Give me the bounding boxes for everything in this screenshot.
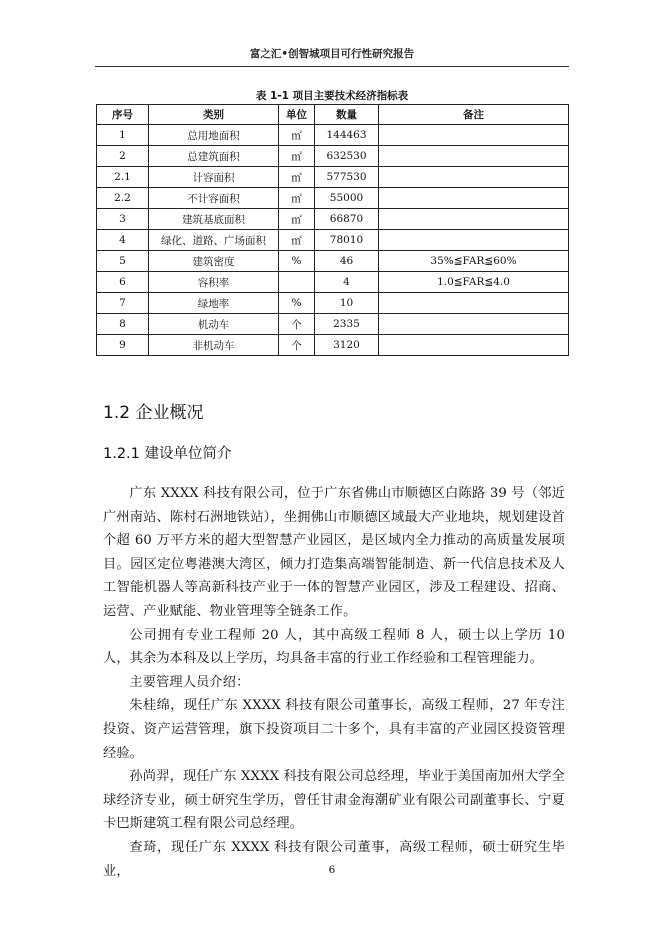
- table-cell: 2.1: [97, 167, 149, 188]
- table-cell: 容积率: [149, 272, 279, 293]
- table-cell: 8: [97, 314, 149, 335]
- paragraph: 孙尚羿，现任广东 XXXX 科技有限公司总经理，毕业于美国南加州大学全球经济专业，硕士研究生学历，曾任甘肃金海潮矿业有限公司副董事长、宁夏卡巴斯建筑工程有限公司总经理。: [103, 769, 565, 832]
- table-cell: 46: [315, 251, 379, 272]
- table-cell: [379, 125, 569, 146]
- table-cell: [379, 167, 569, 188]
- paragraph: 查琦，现任广东 XXXX 科技有限公司董事，高级工程师，硕士研究生毕业，: [103, 839, 565, 879]
- table-cell: 5: [97, 251, 149, 272]
- paragraph: 朱桂绵，现任广东 XXXX 科技有限公司董事长，高级工程师，27 年专注投资、资产运营管理，旗下投资项目二十多个，具有丰富的产业园区投资管理经验。: [103, 698, 565, 761]
- column-header: 数量: [315, 105, 379, 125]
- table-cell: 计容面积: [149, 167, 279, 188]
- table-row: [97, 251, 569, 272]
- table-row: [97, 293, 569, 314]
- table-cell: 总用地面积: [149, 125, 279, 146]
- table-row: [97, 272, 569, 293]
- table-cell: 绿化、道路、广场面积: [149, 230, 279, 251]
- table-cell: 577530: [315, 167, 379, 188]
- table-cell: 10: [315, 293, 379, 314]
- table-cell: [379, 293, 569, 314]
- table-cell: 4: [315, 272, 379, 293]
- paragraph: 广东 XXXX 科技有限公司，位于广东省佛山市顺德区白陈路 39 号（邻近广州南站、陈村石洲地铁站），坐拥佛山市顺德区域最大产业地块，规划建设首个超 60 万平方米的超大型智慧产业园区，是区域内全力推动的高质量发展项目。园区定位粤港澳大湾区，倾力打造集高端智能制造、新一代信息技术及人工智能机器人等高新科技产业于一体的智慧产业园区，涉及工程建设、招商、运营、产业赋能、物业管理等全链条工作。: [103, 486, 565, 619]
- table-row: [97, 209, 569, 230]
- table-cell: 78010: [315, 230, 379, 251]
- table-body: [97, 125, 569, 356]
- table-cell: ㎡: [279, 230, 315, 251]
- table-cell: 非机动车: [149, 335, 279, 356]
- table-cell: 个: [279, 335, 315, 356]
- table-cell: 7: [97, 293, 149, 314]
- table-cell: 2335: [315, 314, 379, 335]
- table-cell: [379, 335, 569, 356]
- table-cell: [379, 230, 569, 251]
- page-number: 6: [328, 864, 336, 876]
- table-cell: [379, 146, 569, 167]
- column-header: 备注: [379, 105, 569, 125]
- table-cell: 个: [279, 314, 315, 335]
- subsection-heading: 1.2.1 建设单位简介: [103, 446, 232, 462]
- table-cell: ㎡: [279, 146, 315, 167]
- table-cell: ㎡: [279, 125, 315, 146]
- table-cell: %: [279, 251, 315, 272]
- column-header: 序号: [97, 105, 149, 125]
- table-cell: 2: [97, 146, 149, 167]
- table-cell: 建筑基底面积: [149, 209, 279, 230]
- table-row: [97, 188, 569, 209]
- table-caption: 表 1-1 项目主要技术经济指标表: [255, 90, 409, 102]
- table-cell: %: [279, 293, 315, 314]
- table-row: [97, 167, 569, 188]
- body-text: [103, 482, 565, 883]
- table-cell: 3120: [315, 335, 379, 356]
- table-row: [97, 230, 569, 251]
- table-cell: 绿地率: [149, 293, 279, 314]
- paragraph: 主要管理人员介绍：: [129, 674, 250, 690]
- table-cell: [379, 188, 569, 209]
- paragraph: 公司拥有专业工程师 20 人，其中高级工程师 8 人，硕士以上学历 10 人，其余为本科及以上学历，均具备丰富的行业工作经验和工程管理能力。: [103, 627, 565, 667]
- table-cell: ㎡: [279, 188, 315, 209]
- table-row: [97, 146, 569, 167]
- table-cell: 总建筑面积: [149, 146, 279, 167]
- table-cell: 66870: [315, 209, 379, 230]
- table-cell: 6: [97, 272, 149, 293]
- table-header-row: [97, 105, 569, 125]
- table-cell: 建筑密度: [149, 251, 279, 272]
- table-cell: 4: [97, 230, 149, 251]
- table-cell: ㎡: [279, 167, 315, 188]
- column-header: 单位: [279, 105, 315, 125]
- table-cell: 35%≦FAR≦60%: [379, 251, 569, 272]
- table-row: [97, 314, 569, 335]
- table-cell: ㎡: [279, 209, 315, 230]
- table-cell: 632530: [315, 146, 379, 167]
- table-row: [97, 335, 569, 356]
- column-header: 类别: [149, 105, 279, 125]
- running-header: 富之汇•创智城项目可行性研究报告: [249, 48, 415, 60]
- header-rule: [95, 66, 569, 67]
- table-cell: 144463: [315, 125, 379, 146]
- table-cell: [379, 209, 569, 230]
- indicators-table: [96, 104, 569, 356]
- table-cell: 1.0≦FAR≦4.0: [379, 272, 569, 293]
- table-cell: 2.2: [97, 188, 149, 209]
- table-cell: [279, 272, 315, 293]
- table-cell: 不计容面积: [149, 188, 279, 209]
- table-cell: 9: [97, 335, 149, 356]
- table-cell: 3: [97, 209, 149, 230]
- table-cell: 55000: [315, 188, 379, 209]
- table-cell: 1: [97, 125, 149, 146]
- table-row: [97, 125, 569, 146]
- table-cell: [379, 314, 569, 335]
- table-cell: 机动车: [149, 314, 279, 335]
- section-heading: 1.2 企业概况: [103, 403, 204, 423]
